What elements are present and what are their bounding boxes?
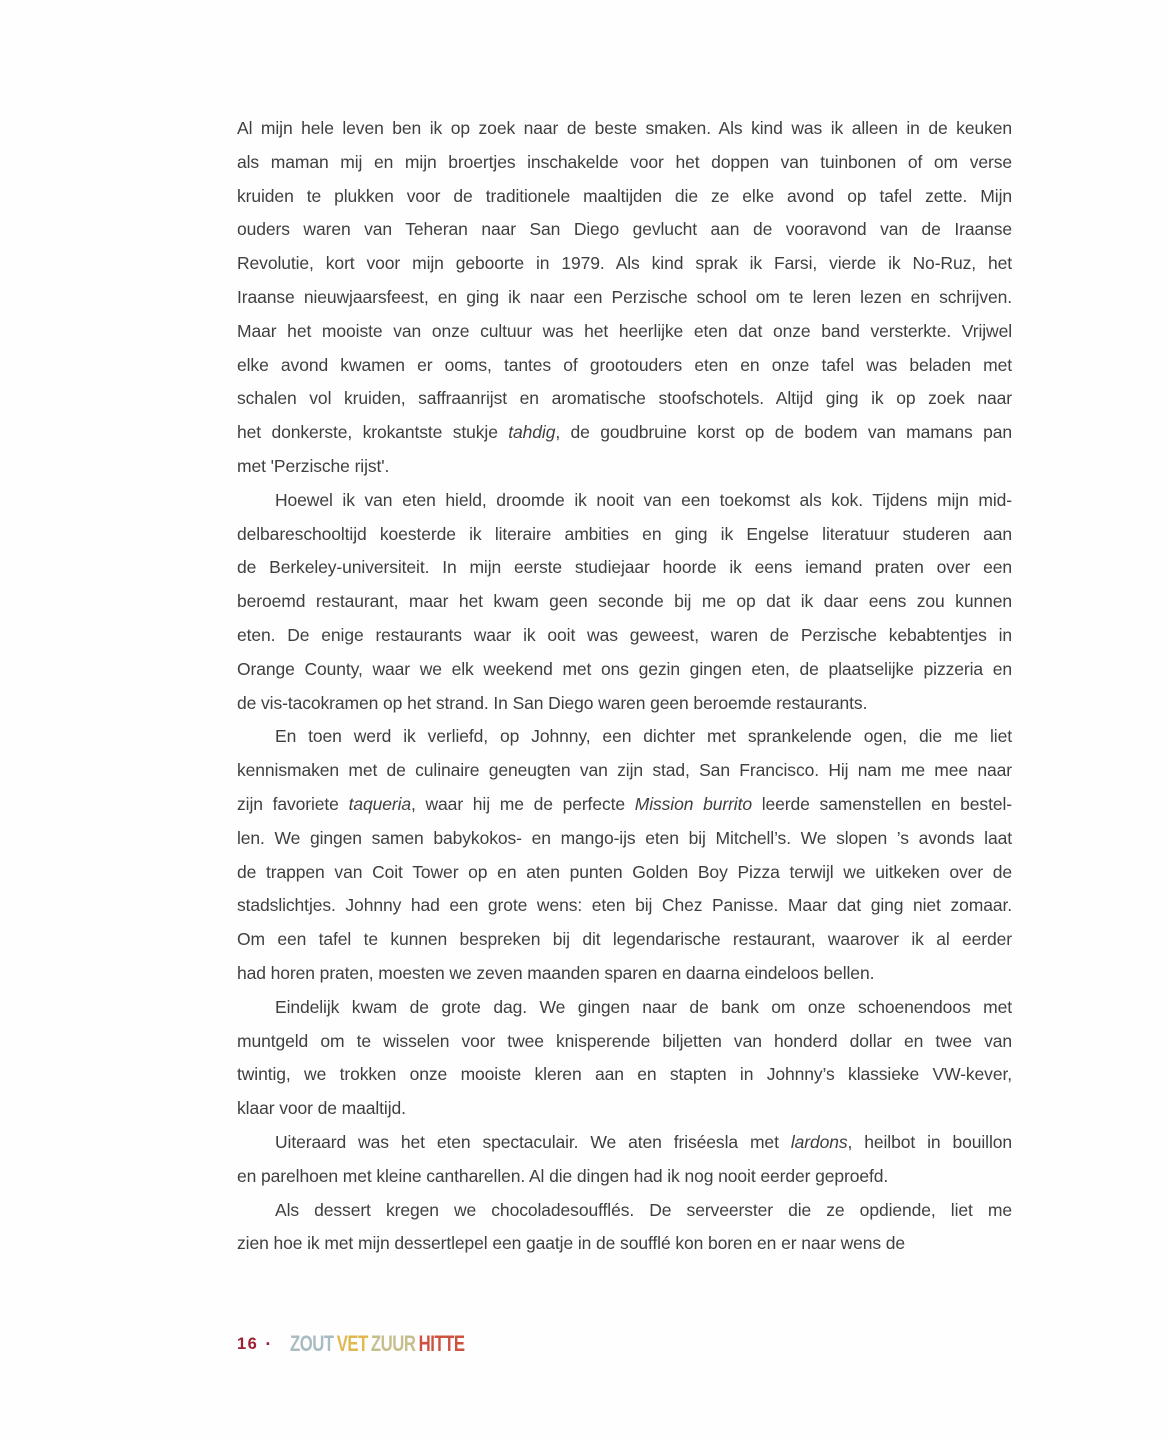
text-segment: muntgeld om te wisselen voor twee knisperende biljetten van honderd dollar en twee van bbox=[237, 1030, 1012, 1051]
text-line bbox=[237, 518, 1012, 552]
text-line bbox=[237, 1025, 1012, 1059]
text-segment: Revolutie, kort voor mijn geboorte in 1979. Als kind sprak ik Farsi, vierde ik No-Ruz, het bbox=[237, 253, 1012, 274]
text-line bbox=[237, 247, 1012, 281]
text-line bbox=[237, 653, 1012, 687]
text-line bbox=[237, 1092, 1012, 1126]
paragraph bbox=[237, 991, 1012, 1126]
italic-text: lardons bbox=[790, 1131, 848, 1152]
text-line bbox=[237, 856, 1012, 890]
text-line bbox=[237, 585, 1012, 619]
text-line bbox=[237, 720, 1012, 754]
page-number: 16 bbox=[237, 1334, 259, 1353]
text-segment: had horen praten, moesten we zeven maanden sparen en daarna eindeloos bellen. bbox=[237, 962, 875, 983]
italic-text: taqueria bbox=[348, 793, 412, 814]
italic-text: tahdig bbox=[508, 422, 556, 443]
text-segment: zijn favoriete bbox=[237, 793, 349, 814]
text-segment: eten. De enige restaurants waar ik ooit was geweest, waren de Perzische kebabtentjes in bbox=[237, 624, 1012, 645]
text-line bbox=[237, 991, 1012, 1025]
text-segment: klaar voor de maaltijd. bbox=[237, 1098, 406, 1119]
text-line bbox=[237, 1160, 1012, 1194]
text-block bbox=[237, 112, 1012, 1261]
text-segment: delbareschooltijd koesterde ik literaire ambities en ging ik Engelse literatuur studeren aan bbox=[237, 523, 1012, 544]
text-segment: de Berkeley-universiteit. In mijn eerste studiejaar hoorde ik eens iemand praten over een bbox=[237, 557, 1012, 578]
text-segment: Orange County, waar we elk weekend met ons gezin gingen eten, de plaatselijke pizzeria en bbox=[237, 658, 1012, 679]
text-line bbox=[237, 416, 1012, 450]
text-segment: kruiden te plukken voor de traditionele maaltijden die ze elke avond op tafel zette. Mijn bbox=[237, 185, 1012, 206]
text-segment: Uiteraard was het eten spectaculair. We aten friséesla met bbox=[275, 1131, 791, 1152]
text-line bbox=[237, 349, 1012, 383]
text-line bbox=[237, 450, 1012, 484]
text-line bbox=[237, 146, 1012, 180]
text-segment: het donkerste, krokantste stukje bbox=[237, 422, 509, 443]
text-segment: de vis-tacokramen op het strand. In San Diego waren geen beroemde restaurants. bbox=[237, 692, 868, 713]
text-segment: leerde samenstellen en bestel- bbox=[752, 793, 1012, 814]
text-segment: Als dessert kregen we chocoladesoufflés. De serveerster die ze opdiende, liet me bbox=[275, 1199, 1012, 1220]
text-segment: Maar het mooiste van onze cultuur was het heerlijke eten dat onze band versterkte. Vrijwel bbox=[237, 320, 1012, 341]
text-segment: , de goudbruine korst op de bodem van mamans pan bbox=[555, 422, 1012, 443]
text-segment: beroemd restaurant, maar het kwam geen seconde bij me op dat ik daar eens zou kunnen bbox=[237, 591, 1012, 612]
text-line bbox=[237, 754, 1012, 788]
text-line bbox=[237, 180, 1012, 214]
text-line bbox=[237, 619, 1012, 653]
text-line bbox=[237, 1194, 1012, 1228]
text-segment: als maman mij en mijn broertjes inschakelde voor het doppen van tuinbonen of om verse bbox=[237, 151, 1012, 172]
text-line bbox=[237, 822, 1012, 856]
text-segment: schalen vol kruiden, saffraanrijst en aromatische stoofschotels. Altijd ging ik op zoek naar bbox=[237, 388, 1012, 409]
text-segment: En toen werd ik verliefd, op Johnny, een dichter met sprankelende ogen, die me liet bbox=[275, 726, 1012, 747]
book-title-logo bbox=[290, 1331, 468, 1357]
text-line bbox=[237, 382, 1012, 416]
text-line bbox=[237, 923, 1012, 957]
italic-text: Mission burrito bbox=[634, 793, 752, 814]
text-segment: , heilbot in bouillon bbox=[847, 1131, 1012, 1152]
logo-word-zuur: ZUUR bbox=[371, 1331, 416, 1356]
text-line bbox=[237, 315, 1012, 349]
text-segment: Om een tafel te kunnen bespreken bij dit legendarische restaurant, waarover ik al eerder bbox=[237, 929, 1012, 950]
text-line bbox=[237, 484, 1012, 518]
text-segment: Hoewel ik van eten hield, droomde ik nooit van een toekomst als kok. Tijdens mijn mid- bbox=[275, 489, 1012, 510]
text-line bbox=[237, 687, 1012, 721]
logo-word-hitte: HITTE bbox=[418, 1331, 465, 1356]
paragraph bbox=[237, 112, 1012, 484]
text-line bbox=[237, 1227, 1012, 1261]
text-segment: zien hoe ik met mijn dessertlepel een gaatje in de soufflé kon boren en er naar wens de bbox=[237, 1233, 906, 1254]
text-segment: en parelhoen met kleine cantharellen. Al die dingen had ik nog nooit eerder geproefd. bbox=[237, 1165, 889, 1186]
paragraph bbox=[237, 1126, 1012, 1194]
text-segment: met 'Perzische rijst'. bbox=[237, 455, 390, 476]
text-segment: Iraanse nieuwjaarsfeest, en ging ik naar een Perzische school om te leren lezen en schrijven. bbox=[237, 286, 1012, 307]
paragraph bbox=[237, 720, 1012, 990]
text-segment: twintig, we trokken onze mooiste kleren aan en stapten in Johnny’s klassieke VW-kever, bbox=[237, 1064, 1012, 1085]
text-line bbox=[237, 281, 1012, 315]
text-segment: Al mijn hele leven ben ik op zoek naar de beste smaken. Als kind was ik alleen in de keuken bbox=[237, 118, 1012, 138]
paragraph bbox=[237, 1194, 1012, 1262]
text-line bbox=[237, 957, 1012, 991]
text-line bbox=[237, 213, 1012, 247]
text-line bbox=[237, 112, 1012, 146]
separator-dot: · bbox=[265, 1333, 272, 1354]
text-line bbox=[237, 1126, 1012, 1160]
text-line bbox=[237, 889, 1012, 923]
logo-word-vet: VET bbox=[337, 1331, 369, 1356]
logo-word-zout: ZOUT bbox=[290, 1331, 335, 1356]
text-segment: ouders waren van Teheran naar San Diego gevlucht aan de vooravond van de Iraanse bbox=[237, 219, 1012, 240]
paragraph bbox=[237, 484, 1012, 721]
page-footer bbox=[237, 1330, 524, 1358]
text-segment: stadslichtjes. Johnny had een grote wens: eten bij Chez Panisse. Maar dat ging niet zomaar. bbox=[237, 895, 1012, 916]
text-segment: elke avond kwamen er ooms, tantes of grootouders eten en onze tafel was beladen met bbox=[237, 354, 1012, 375]
text-line bbox=[237, 551, 1012, 585]
text-line bbox=[237, 788, 1012, 822]
text-line bbox=[237, 1058, 1012, 1092]
text-segment: len. We gingen samen babykokos- en mango-ijs eten bij Mitchell’s. We slopen ’s avonds laat bbox=[237, 827, 1012, 848]
text-segment: , waar hij me de perfecte bbox=[411, 793, 635, 814]
text-segment: kennismaken met de culinaire geneugten van zijn stad, San Francisco. Hij nam me mee naar bbox=[237, 760, 1012, 781]
text-segment: Eindelijk kwam de grote dag. We gingen naar de bank om onze schoenendoos met bbox=[275, 996, 1012, 1017]
text-segment: de trappen van Coit Tower op en aten punten Golden Boy Pizza terwijl we uitkeken over de bbox=[237, 861, 1012, 882]
